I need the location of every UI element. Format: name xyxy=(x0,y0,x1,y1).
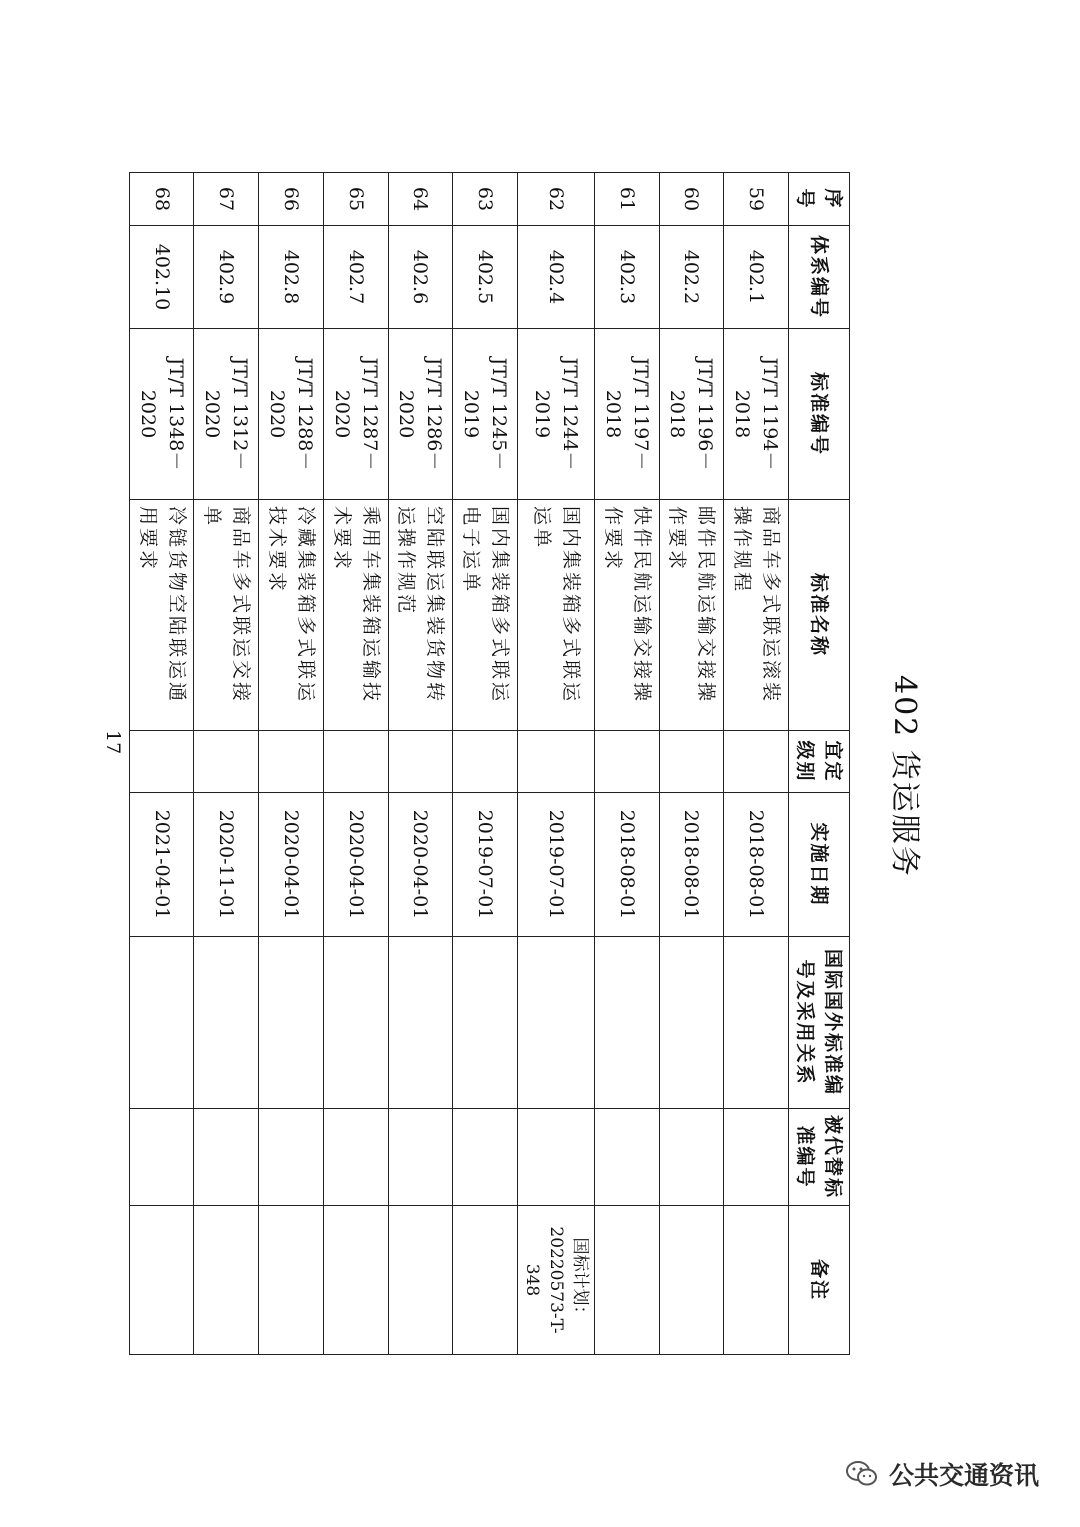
cell-standard-no: JT/T 1287－2020 xyxy=(323,329,388,500)
table-row xyxy=(129,173,194,1355)
cell-replaced xyxy=(659,1109,724,1206)
cell-remarks xyxy=(323,1206,388,1355)
cell-system-no: 402.10 xyxy=(129,226,194,329)
cell-seq: 59 xyxy=(724,173,789,226)
cell-remarks xyxy=(388,1206,453,1355)
cell-level xyxy=(724,731,789,793)
cell-standard-no: JT/T 1197－2018 xyxy=(594,329,659,500)
table-row xyxy=(388,173,453,1355)
cell-replaced xyxy=(594,1109,659,1206)
header-impl-date: 实施日期 xyxy=(789,793,850,937)
cell-impl-date: 2020-04-01 xyxy=(388,793,453,937)
cell-impl-date: 2019-07-01 xyxy=(453,793,518,937)
table-row xyxy=(453,173,518,1355)
cell-impl-date: 2020-04-01 xyxy=(323,793,388,937)
cell-seq: 64 xyxy=(388,173,453,226)
cell-remarks xyxy=(594,1206,659,1355)
header-replaced: 被代替标准编号 xyxy=(789,1109,850,1206)
cell-system-no: 402.8 xyxy=(259,226,324,329)
cell-standard-name: 邮件民航运输交接操作要求 xyxy=(659,500,724,731)
standards-table xyxy=(129,172,850,1355)
wechat-icon xyxy=(845,1459,879,1489)
cell-intl-ref xyxy=(129,937,194,1109)
cell-system-no: 402.9 xyxy=(194,226,259,329)
cell-impl-date: 2020-04-01 xyxy=(259,793,324,937)
table-row xyxy=(517,173,594,1355)
cell-standard-name: 空陆联运集装货物转运操作规范 xyxy=(388,500,453,731)
table-header-row xyxy=(789,173,850,1355)
cell-impl-date: 2019-07-01 xyxy=(517,793,594,937)
header-system-no: 体系编号 xyxy=(789,226,850,329)
cell-seq: 68 xyxy=(129,173,194,226)
cell-standard-no: JT/T 1286－2020 xyxy=(388,329,453,500)
cell-remarks xyxy=(259,1206,324,1355)
table-row xyxy=(259,173,324,1355)
cell-remarks xyxy=(659,1206,724,1355)
header-standard-no: 标准编号 xyxy=(789,329,850,500)
cell-system-no: 402.6 xyxy=(388,226,453,329)
cell-level xyxy=(323,731,388,793)
header-seq: 序号 xyxy=(789,173,850,226)
cell-seq: 61 xyxy=(594,173,659,226)
cell-seq: 60 xyxy=(659,173,724,226)
cell-standard-name: 冷藏集装箱多式联运技术要求 xyxy=(259,500,324,731)
cell-seq: 66 xyxy=(259,173,324,226)
cell-standard-no: JT/T 1312－2020 xyxy=(194,329,259,500)
cell-intl-ref xyxy=(517,937,594,1109)
cell-remarks xyxy=(724,1206,789,1355)
table-row xyxy=(724,173,789,1355)
watermark xyxy=(845,1456,1039,1492)
cell-level xyxy=(453,731,518,793)
cell-level xyxy=(517,731,594,793)
cell-system-no: 402.3 xyxy=(594,226,659,329)
cell-seq: 63 xyxy=(453,173,518,226)
cell-standard-name: 冷链货物空陆联运通用要求 xyxy=(129,500,194,731)
cell-intl-ref xyxy=(659,937,724,1109)
cell-level xyxy=(594,731,659,793)
cell-intl-ref xyxy=(453,937,518,1109)
cell-remarks xyxy=(453,1206,518,1355)
cell-standard-no: JT/T 1194－2018 xyxy=(724,329,789,500)
cell-impl-date: 2020-11-01 xyxy=(194,793,259,937)
cell-impl-date: 2018-08-01 xyxy=(659,793,724,937)
cell-intl-ref xyxy=(724,937,789,1109)
cell-seq: 65 xyxy=(323,173,388,226)
cell-system-no: 402.4 xyxy=(517,226,594,329)
table-row xyxy=(323,173,388,1355)
cell-level xyxy=(388,731,453,793)
cell-impl-date: 2018-08-01 xyxy=(724,793,789,937)
cell-intl-ref xyxy=(194,937,259,1109)
header-standard-name: 标准名称 xyxy=(789,500,850,731)
cell-system-no: 402.7 xyxy=(323,226,388,329)
header-intl-ref: 国际国外标准编号及采用关系 xyxy=(789,937,850,1109)
cell-replaced xyxy=(453,1109,518,1206)
cell-seq: 67 xyxy=(194,173,259,226)
page-number: 17 xyxy=(102,730,124,755)
cell-level xyxy=(659,731,724,793)
table-row xyxy=(594,173,659,1355)
cell-standard-name: 快件民航运输交接操作要求 xyxy=(594,500,659,731)
cell-impl-date: 2021-04-01 xyxy=(129,793,194,937)
cell-standard-name: 商品车多式联运滚装操作规程 xyxy=(724,500,789,731)
cell-standard-no: JT/T 1244－2019 xyxy=(517,329,594,500)
cell-standard-no: JT/T 1288－2020 xyxy=(259,329,324,500)
cell-standard-no: JT/T 1245－2019 xyxy=(453,329,518,500)
cell-intl-ref xyxy=(388,937,453,1109)
cell-standard-no: JT/T 1348－2020 xyxy=(129,329,194,500)
cell-standard-name: 国内集装箱多式联运电子运单 xyxy=(453,500,518,731)
cell-replaced xyxy=(388,1109,453,1206)
cell-replaced xyxy=(259,1109,324,1206)
cell-remarks xyxy=(194,1206,259,1355)
cell-remarks: 国标计划：20220573-T-348 xyxy=(517,1206,594,1355)
cell-system-no: 402.1 xyxy=(724,226,789,329)
cell-intl-ref xyxy=(594,937,659,1109)
cell-level xyxy=(129,731,194,793)
header-remarks: 备注 xyxy=(789,1206,850,1355)
cell-replaced xyxy=(323,1109,388,1206)
cell-seq: 62 xyxy=(517,173,594,226)
cell-remarks xyxy=(129,1206,194,1355)
watermark-text: 公共交通资讯 xyxy=(889,1461,1040,1490)
header-level: 宜定级别 xyxy=(789,731,850,793)
cell-replaced xyxy=(517,1109,594,1206)
cell-standard-name: 国内集装箱多式联运运单 xyxy=(517,500,594,731)
cell-system-no: 402.5 xyxy=(453,226,518,329)
cell-standard-name: 乘用车集装箱运输技术要求 xyxy=(323,500,388,731)
cell-intl-ref xyxy=(259,937,324,1109)
table-row xyxy=(194,173,259,1355)
cell-level xyxy=(194,731,259,793)
cell-standard-name: 商品车多式联运交接单 xyxy=(194,500,259,731)
cell-replaced xyxy=(194,1109,259,1206)
cell-replaced xyxy=(129,1109,194,1206)
cell-impl-date: 2018-08-01 xyxy=(594,793,659,937)
cell-system-no: 402.2 xyxy=(659,226,724,329)
section-title: 402 货运服务 xyxy=(887,675,922,878)
cell-replaced xyxy=(724,1109,789,1206)
cell-intl-ref xyxy=(323,937,388,1109)
cell-standard-no: JT/T 1196－2018 xyxy=(659,329,724,500)
table-row xyxy=(659,173,724,1355)
cell-level xyxy=(259,731,324,793)
